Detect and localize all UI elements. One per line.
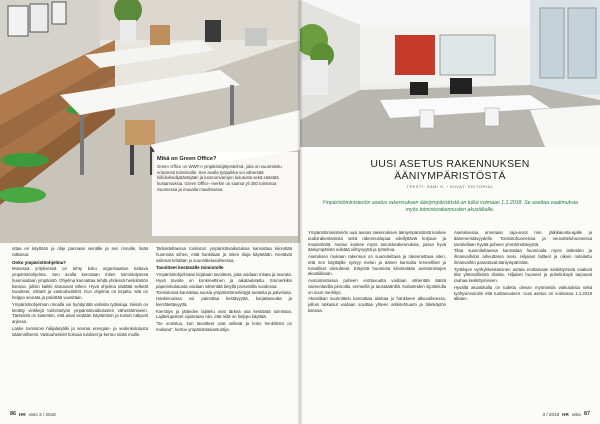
article-headline: UUSI ASETUS RAKENNUKSEN ÄÄNIYMPÄRISTÖSTÄ (370, 158, 530, 182)
paragraph: Ympäristöohjelman rinnalla voi hyödyntää valmiita työkaluja. Niissä on kerätty vinkkejä toimistotyön ympäristövaikutusten vähentämiseen. Tärkeintä on kuitenkin, että asiat viedään käytäntöön ja toimet näkyvät arjessa. (12, 301, 148, 324)
paragraph: Hyvällä akustiikalla on todettu olevan myönteisiä vaikutuksia sekä työhyvinvointiin että tuottavuuteen. Uusi asetus on voimassa 1.1.2018 alkaen. (454, 284, 592, 302)
article-headline-block (320, 158, 580, 189)
left-column-2 (156, 246, 292, 404)
magazine-word: visio (571, 411, 581, 417)
paragraph: Toimistossa kannattaa suosia ympäristömerkittyjä tuotteita ja palveluita. Hankinnoissa voi painottaa kestävyyttä, korjattavuutta ja kierrätettävyyttä. (156, 290, 292, 307)
right-body-text (308, 230, 592, 406)
paragraph: Tilaa suunniteltaessa kannattaa huomioida myös laitteiden ja ilmanvaihdon aiheuttama melu. Hiljaiset laitteet ja oikein mitoitettu ilmanvaihto parantavat ääniympäristöä. (454, 248, 592, 265)
paragraph: ottaa en käyttöön ja ohje pannaan seinälle ja sen rinnalle, lisää ratkaisut. (12, 246, 148, 257)
left-column-1 (12, 246, 148, 404)
left-body-text (12, 246, 292, 404)
article-lede: Ympäristöministeriön asetus rakennuksen ääniympäristöstä on tullut voimaan 1.1.2018. Se asettaa vaatimuksia myös toimistorakennusten akustiikalle. (322, 200, 578, 213)
paragraph: Akustiikan suunnittelu kannattaa aloittaa jo hankkeen alkuvaiheessa, jolloin ratkaisut voidaan sovittaa yhteen arkkitehtuurin ja tilankäytön kanssa. (308, 296, 446, 313)
right-column-1 (308, 230, 446, 406)
paragraph: Monessa yrityksessä on tehty koko organisaation kattava ympäristöohjelma. Sen avulla kerrotaan miten toimistotyössä huomioidaan ympäristö. Ohjelma kannattaa tehdä yhdessä henkilöstön kanssa, jolloin kaikki sitoutuvat siihen. Hyvä ohjelma sisältää selkeät tavoitteet, mittarit ja vastuuhenkilöt. Kun ohjelma on kirjattu, sitä on helppo seurata ja päivittää vuosittain. (12, 266, 148, 300)
right-page (300, 0, 600, 424)
paragraph: Ympäristöohjelmaan kirjataan tavoitteet, joita voidaan mitata ja seurata. Hyvä tavoite on konkreettinen ja aikataulutettu. Esimerkiksi paperinkulutusta voidaan vähentää tietyllä prosentilla vuodessa. (156, 272, 292, 289)
paragraph: Ympäristöministeriön uusi asetus rakennuksen ääniympäristöstä koskee uudisrakentamista sekä rakennuslupaa edellyttäviä korjaus- ja muutostöitä. Asetus koskee myös toimistorakennuksia, joissa hyvä ääniympäristö edistää viihtyvyyttä ja työtehoa. (308, 230, 446, 253)
spine-shadow (297, 0, 303, 424)
paragraph: Laske toimistosi hiilijalanjälki ja seuraa energian- ja vedenkulutusta säännöllisesti. Vastuuhenkilö kokoaa tulokset ja kertoo niistä muille. (12, 325, 148, 337)
subheading: Tavoitteet kestävälle toimistolle (156, 265, 224, 271)
paragraph: Asetuksen mukaan rakennus on suunniteltava ja rakennettava siten, että sen käyttäjille syntyy melun ja äänen kannalta terveelliset ja turvalliset olosuhteet. Erityistä huomiota kiinnitetään avotoimistojen akustiikkaan. (308, 254, 446, 277)
magazine-brand: HR (562, 411, 569, 417)
left-footer (10, 411, 56, 417)
paragraph: Avotoimistoissa puheen erottuvuutta voidaan vähentää ääntä vaimentavilla pinnoilla, sermeillä ja taustaäänillä. Kalusteiden sijoittelulla on suuri merkitys. (308, 278, 446, 295)
green-office-caption-box (152, 152, 298, 236)
page-number: 87 (584, 411, 590, 417)
right-footer (543, 411, 590, 417)
page-number: 86 (10, 411, 16, 417)
right-column-2 (454, 230, 592, 406)
issue-label: visio 3 / 2018 (28, 411, 56, 417)
caption-body: Green Office on WWF:n ympäristöjärjestelmä, joka on suunniteltu erityisesti toimistoille. Sen avulla työpaikka voi vähentää hiilidioksidipäästöjään ja luonnonvarojen kulutusta sekä säästää kustannuksia. Green Office -merkin on saanut yli 350 toimistoa Suomessa ja muualla maailmassa. (157, 164, 282, 192)
paragraph: Tarkasteltaessa toimiston ympäristövaikutuksia kannattaa kiinnittää huomiota siihen, mitä hankitaan ja miten tiloja käytetään. Kestävät valinnat tehdään jo suunnitteluvaiheessa. (156, 246, 292, 263)
paragraph: ”Se onnistuu, kun tavoitteet ovat selkeät ja koko henkilöstö on mukana”, kertoo ympäristöasiantuntija. (156, 321, 292, 332)
office-photo-left (0, 0, 300, 243)
caption-title: Mikä on Green Office? (157, 156, 217, 162)
paragraph: Kierrätys ja jätteiden lajittelu ovat tärkeä osa kestävää toimistoa. Lajittelupisteet sijoitetaan niin, että niitä on helppo käyttää. (156, 308, 292, 320)
subheading: Onko ympäristöohjelma? (12, 259, 67, 265)
office-photo-right (300, 0, 600, 147)
issue-label: 3 / 2018 (542, 411, 560, 417)
paragraph: Asetuksessa annetaan raja-arvot mm. jälkikaiunta-ajalle ja ääneneristävyydelle. Toimistohuoneissa ja neuvotteluhuoneissa tavoitellaan hyvää puheen ymmärrettävyyttä. (454, 230, 592, 247)
article-byline: TEKSTI: SAMI S. / KUVAT: EDITORIAL (406, 185, 494, 189)
magazine-brand: HR (19, 411, 26, 417)
paragraph: Työtilojen vyöhykkeistäminen auttaa erottamaan keskittymistä vaativat tilat yhteisöllisistä tiloista. Hiljaiset huoneet ja puhelinkopit tarjoavat rauhaa keskittymiseen. (454, 266, 592, 283)
